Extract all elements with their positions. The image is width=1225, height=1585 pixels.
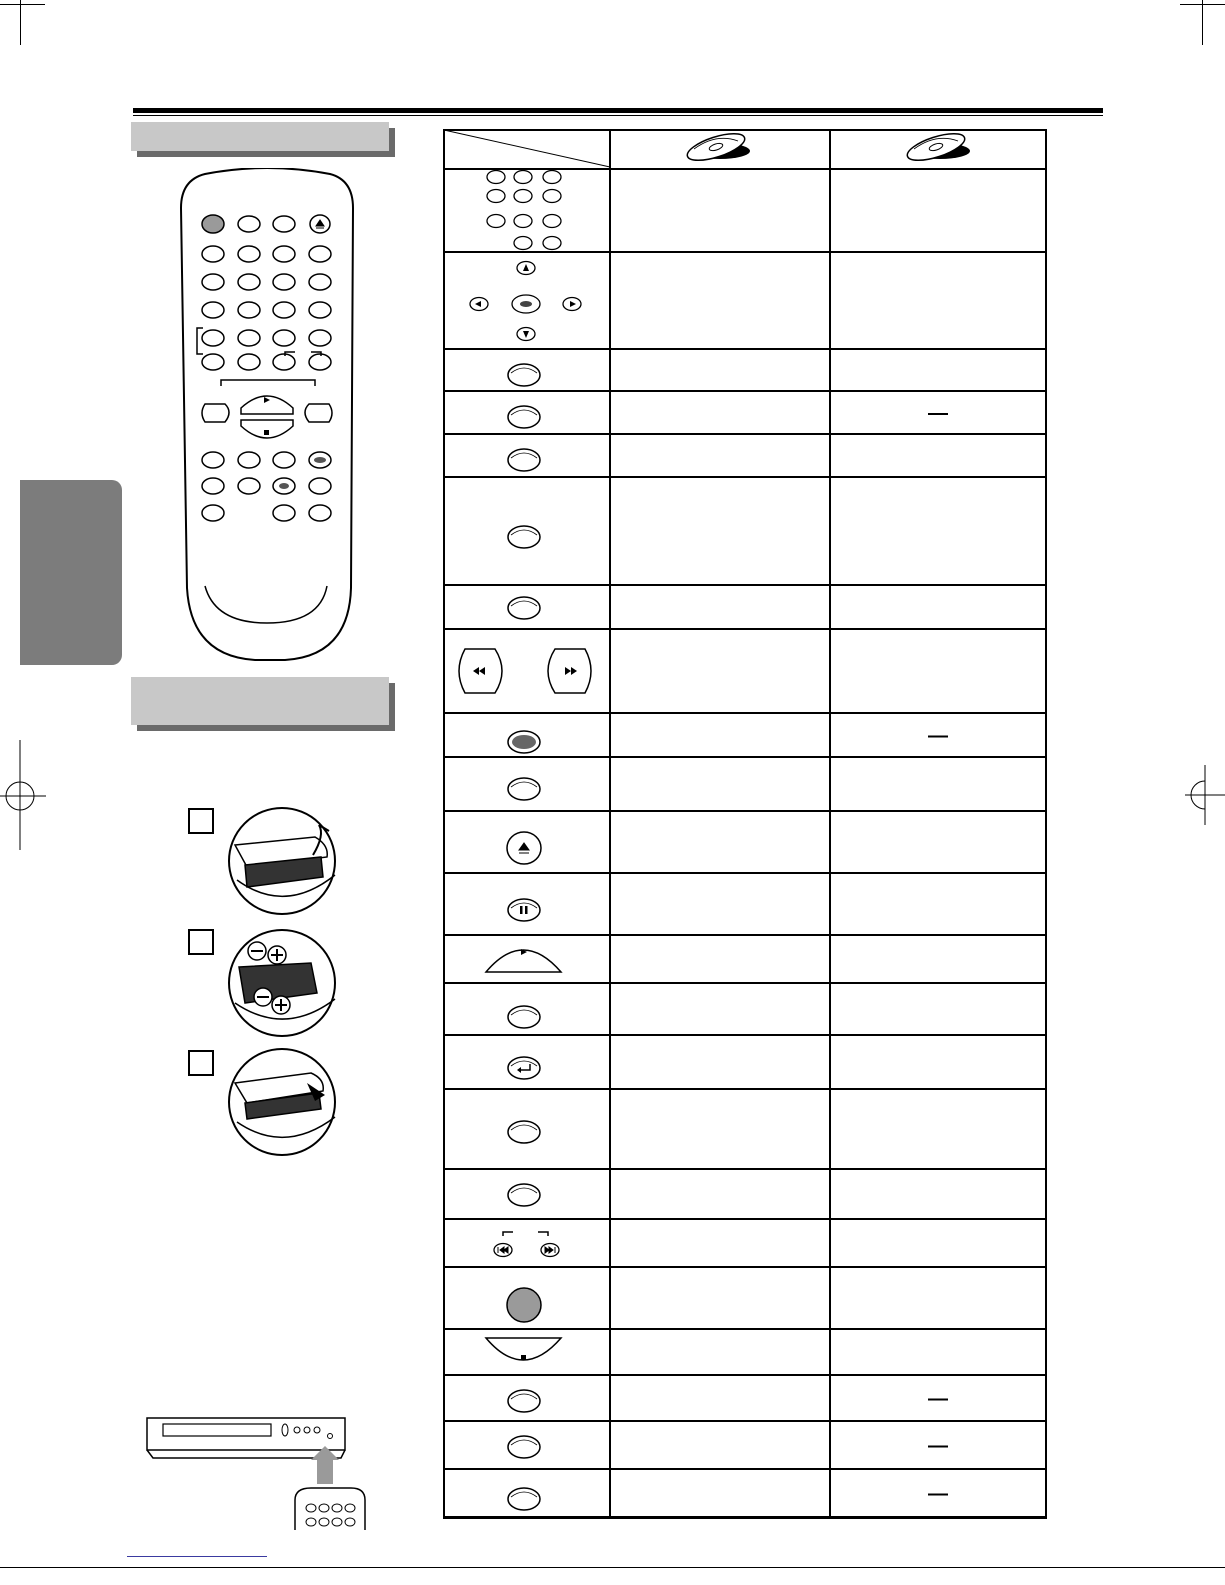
table-row	[508, 1006, 540, 1028]
header-diagonal	[444, 130, 610, 167]
crop-mark	[20, 0, 21, 45]
button-icon	[508, 1184, 540, 1206]
cd-cell: —	[928, 1435, 948, 1457]
button-icon	[508, 597, 540, 619]
crop-mark	[1202, 0, 1203, 45]
table-row	[508, 778, 540, 800]
table-row	[508, 725, 948, 753]
pause-button-icon	[508, 899, 540, 921]
button-icon	[508, 406, 540, 428]
side-tab	[20, 480, 122, 665]
button-icon	[508, 1488, 540, 1510]
table-row	[508, 364, 540, 386]
header-rule	[133, 115, 1103, 116]
table-row	[494, 1232, 559, 1257]
skip-buttons-icon	[494, 1232, 559, 1257]
cd-disc-icon	[904, 129, 970, 166]
step-box-2	[188, 929, 214, 955]
table-row	[508, 597, 540, 619]
table-row	[508, 1388, 948, 1412]
table-row	[507, 1288, 541, 1322]
number-buttons-icon	[487, 171, 561, 250]
bottom-link-line	[127, 1556, 267, 1557]
button-icon	[508, 1121, 540, 1143]
section-bar-batteries	[131, 677, 389, 725]
table-row	[508, 449, 540, 471]
stop-button-icon	[486, 1338, 561, 1360]
cd-cell: —	[928, 1483, 948, 1505]
table-row	[508, 1435, 948, 1458]
button-icon	[508, 364, 540, 386]
cd-cell: —	[928, 725, 948, 747]
dvd-disc-icon	[684, 129, 750, 166]
eject-button-icon	[507, 832, 541, 864]
registration-mark	[0, 740, 46, 850]
registration-mark	[1185, 765, 1225, 825]
table-row	[487, 171, 561, 250]
table-row	[508, 1483, 948, 1510]
table-row	[470, 262, 581, 341]
step-box-3	[188, 1050, 214, 1076]
button-icon	[508, 1390, 540, 1412]
table-row	[486, 949, 561, 972]
table-row	[507, 832, 541, 864]
function-table	[443, 129, 1047, 1519]
table-row	[508, 1121, 540, 1143]
table-row	[508, 899, 540, 921]
cd-cell: —	[928, 402, 948, 425]
dvd-player-illustration	[145, 1412, 370, 1530]
table-row	[508, 1057, 540, 1079]
cursor-buttons-icon	[470, 262, 581, 341]
fwd-rev-buttons-icon	[459, 649, 591, 693]
table-row	[459, 649, 591, 693]
button-icon	[508, 778, 540, 800]
section-bar-remote	[131, 122, 389, 151]
return-button-icon	[508, 1057, 540, 1079]
crop-mark	[0, 4, 45, 5]
battery-step-1-illustration	[225, 805, 340, 917]
bottom-rule	[0, 1567, 1225, 1568]
button-icon	[508, 1006, 540, 1028]
battery-step-2-illustration	[225, 927, 340, 1039]
remote-illustration	[175, 168, 360, 668]
button-icon	[508, 1436, 540, 1458]
button-icon	[508, 526, 540, 548]
table-row	[508, 526, 540, 548]
battery-step-3-illustration	[225, 1047, 340, 1157]
cd-cell: —	[928, 1388, 948, 1410]
button-icon	[508, 449, 540, 471]
step-box-1	[188, 808, 214, 834]
enter-button-icon	[508, 731, 540, 753]
table-row	[508, 403, 948, 429]
table-row	[508, 1184, 540, 1206]
power-button-icon	[507, 1288, 541, 1322]
table-row	[486, 1338, 561, 1360]
header-rule	[133, 108, 1103, 113]
play-button-icon	[486, 949, 561, 972]
